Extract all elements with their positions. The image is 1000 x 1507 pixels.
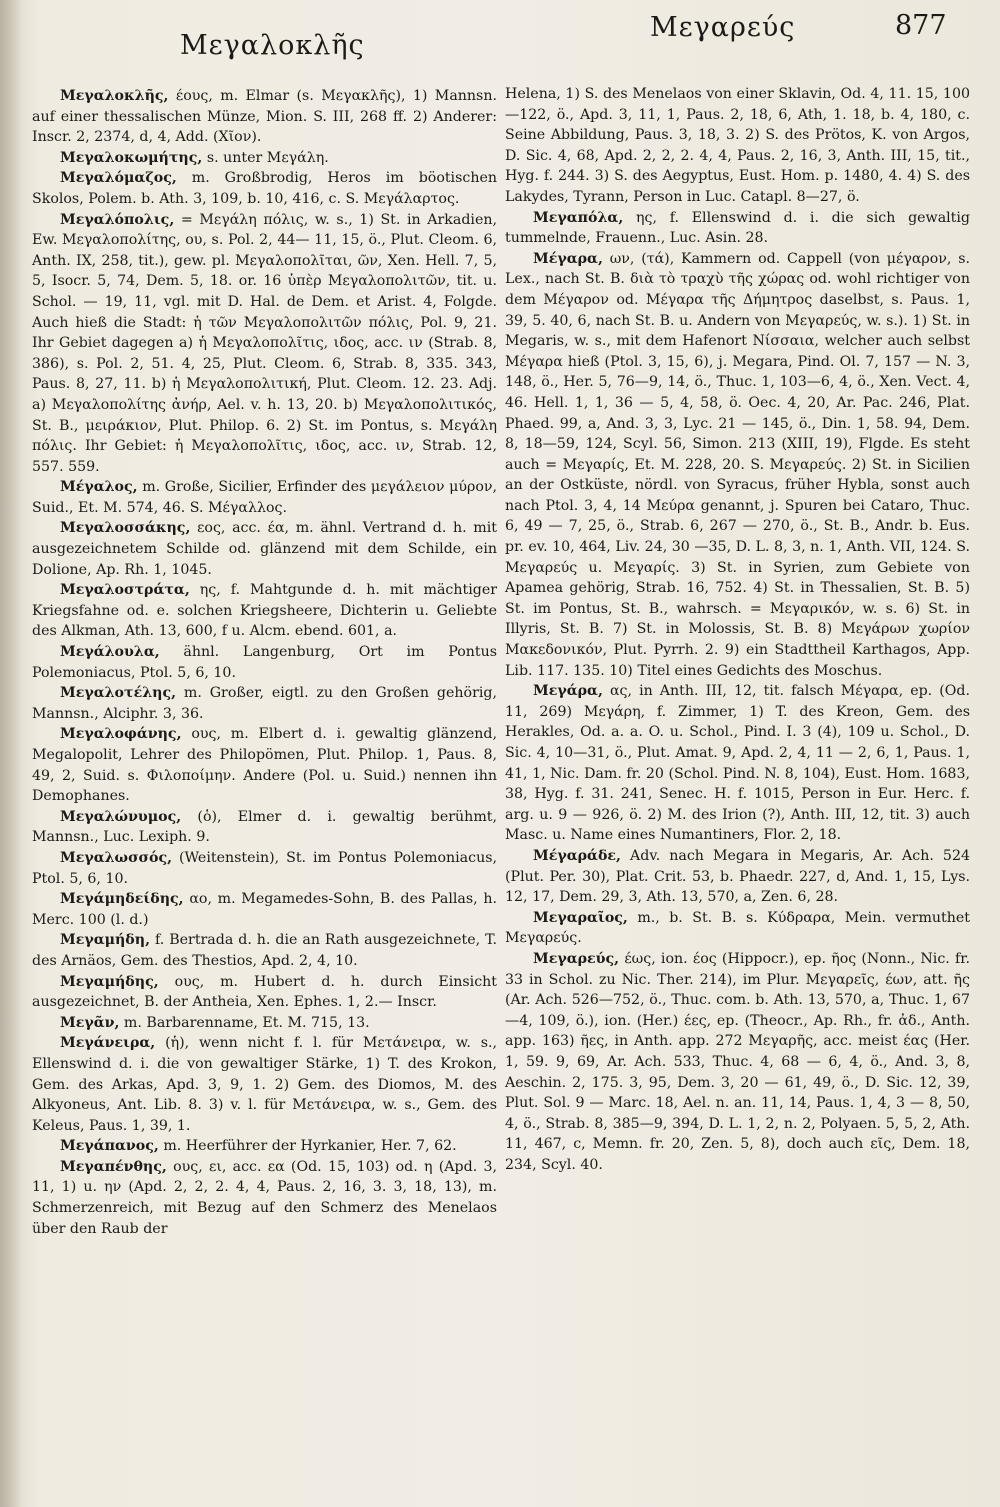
entry-definition: εος, acc. έα, m. ähnl. Vertrand d. h. mit ausgezeichnetem Schilde od. glänzend mit dem Schilde, ein Dolione, Ap. Rh. 1, 1045. — [32, 520, 497, 578]
entry-headword: Μεγάπανος, — [60, 1138, 159, 1155]
entry-headword: Μεγάνειρα, — [60, 1035, 156, 1052]
dictionary-entry — [505, 208, 970, 249]
entry-headword: Μεγαλοτέλης, — [60, 685, 177, 702]
entry-definition: m. Großbrodig, Heros im böotischen Skolos, Polem. b. Ath. 3, 109, b. 10, 416, c. S. Μεγάλαρτος. — [32, 170, 497, 207]
dictionary-entry — [32, 889, 497, 930]
dictionary-entry — [32, 1013, 497, 1034]
entry-definition: (ὁ), Elmer d. i. gewaltig berühmt, Mannsn., Luc. Lexiph. 9. — [32, 808, 497, 846]
entry-definition: Adv. nach Megara in Megaris, Ar. Ach. 524 (Plut. Per. 30), Plat. Crit. 53, b. Phaedr. 227, d, And. 1, 15, Lys. 12, 17, Dem. 29, 3, Ath. 13, 570, a, Zen. 6, 28. — [505, 847, 971, 906]
dictionary-entry — [32, 148, 497, 169]
dictionary-entry — [32, 807, 497, 848]
entry-headword: Μεγαλοκωμήτης, — [60, 149, 203, 166]
dictionary-entry — [32, 210, 497, 478]
entry-definition: ης, f. Ellenswind d. i. die sich gewaltig tummelnde, Frauenn., Luc. Asin. 28. — [505, 209, 971, 247]
entry-headword: Μεγαλοφάνης, — [60, 726, 182, 743]
entry-definition: m. Großer, eigtl. zu den Großen gehörig, Mannsn., Alciphr. 3, 36. — [32, 685, 497, 722]
entry-headword: Μεγαμήδη, — [60, 932, 151, 949]
entry-definition: (Weitenstein), St. im Pontus Polemoniacus, Ptol. 5, 6, 10. — [32, 849, 497, 887]
dictionary-entry — [505, 908, 970, 949]
dictionary-entry — [505, 681, 970, 846]
entry-headword: Μεγᾶν, — [60, 1014, 120, 1031]
dictionary-entry — [32, 683, 497, 724]
dictionary-entry — [32, 86, 497, 148]
entry-definition: ας, in Anth. III, 12, tit. falsch Μέγαρα, ep. (Od. 11, 269) Μεγάρη, f. Zimmer, 1) T. des Kreon, Gem. des Herakles, Od. a. a. O. u. Schol., Pind. I. 3 (4), 109 u. Schol., D. Sic. 4, 10—31, ö., Plut. Amat. 9, Apd. 2, 4, 11 — 2, 6, 1, Paus. 1, 41, 1, Nic. Dam. fr. 20 (Schol. Pind. N. 8, 104), Eust. Hom. 1683, 38, Hyg. f. 31. 241, Senec. H. f. 1015, Person in Eur. Herc. f. arg. u. 9 — 926, ö. 2) M. des Irion (?), Anth. III, 12, tit. 3) auch Masc. u. Name eines Numantiners, Flor. 2, 18. — [505, 683, 970, 844]
page-number: 877 — [895, 10, 947, 41]
entry-headword: Μεγαλοκλῆς, — [60, 88, 169, 104]
entry-headword: Μέγαλος, — [60, 479, 138, 496]
entry-headword: Μεγαλοσσάκης, — [60, 520, 191, 537]
entry-definition: m. Große, Sicilier, Erfinder des μεγάλειον μύρον, Suid., Et. M. 574, 46. S. Μέγαλλος. — [32, 479, 497, 516]
entry-definition: ης, f. Mahtgunde d. h. mit mächtiger Kriegsfahne od. e. solchen Kriegsheere, Dichterin u. Geliebte des Alkman, Ath. 13, 600, f u. Alcm. ebend. 601, a. — [32, 582, 498, 640]
entry-definition: m. Heerführer der Hyrkanier, Her. 7, 62. — [163, 1138, 457, 1155]
dictionary-entry — [32, 724, 497, 806]
entry-headword: Μεγαρεύς, — [533, 950, 620, 967]
entry-headword: Μέγαρα, — [533, 250, 603, 267]
dictionary-entry — [32, 580, 497, 642]
entry-definition: Helena, 1) S. des Menelaos von einer Sklavin, Od. 4, 11. 15, 100—122, ö., Apd. 3, 11, 1, Paus. 2, 18, 6, Ath, 1. 18, b. 4, 180, c. Seine Abbildung, Paus. 3, 18, 3. 2) S. des Prötos, K. von Argos, D. Sic. 4, 68, Apd. 2, 2, 2. 4, 4, Paus. 2, 16, 3, Anth. III, 15, tit., Hyg. f. 244. 3) S. des Aegyptus, Eust. Hom. p. 1480, 4. 4) S. des Lakydes, Tyrann, Person in Luc. Catapl. 8—27, ö. — [505, 86, 970, 205]
dictionary-entry — [505, 249, 970, 681]
entry-definition: s. unter Μεγάλη. — [206, 149, 329, 166]
dictionary-entry — [505, 84, 970, 208]
entry-definition: = Μεγάλη πόλις, w. s., 1) St. in Arkadien, Ew. Μεγαλοπολίτης, ου, s. Pol. 2, 44— 11, 15, ö., Plut. Cleom. 6, Anth. IX, 258, tit.), gew. pl. Μεγαλοπολῖται, ῶν, Xen. Hell. 7, 5, 5, Isocr. 5, 74, Dem. 5, 18. or. 16 ὑπὲρ Μεγαλοπολιτῶν, tit. u. Schol. — 19, 11, vgl. mit D. Hal. de Dem. et Arist. 4, Folgde. Auch hieß die Stadt: ἡ τῶν Μεγαλοπολιτῶν πόλις, Pol. 9, 21. Ihr Gebiet dagegen a) ἡ Μεγαλοπολῖτις, ιδος, acc. ιν (Strab. 8, 386), s. Pol. 2, 51. 4, 25, Plut. Cleom. 6, Strab. 8, 335. 343, Paus. 8, 27, 11. b) ἡ Μεγαλοπολιτική, Plut. Cleom. 12. 23. Adj. a) Μεγαλοπολίτης ἀνήρ, Ael. v. h. 13, 20. b) Μεγαλοπολιτικός, St. B., μειράκιον, Plut. Philop. 6. 2) St. im Pontus, s. Μεγάλη πόλις. Ihr Gebiet: ἡ Μεγαλοπολῖτις, ιδος, acc. ιν, Strab. 12, 557. 559. — [32, 211, 498, 475]
entry-headword: Μεγάρα, — [533, 683, 603, 700]
entry-headword: Μεγαραῖος, — [533, 909, 628, 926]
entry-definition: ων, (τά), Kammern od. Cappell (von μέγαρον, s. Lex., nach St. B. διὰ τὸ τραχὺ τῆς χώρας od. wohl richtiger von dem Μέγαρον od. Μέγαρα τῆς Δήμητρος daselbst, s. Paus. 1, 39, 5. 40, 6, nach St. B. u. Andern von Μεγαρεύς, w. s.). 1) St. in Megaris, w. s., mit dem Hafenort Νίσσαια, welcher auch selbst Μέγαρα hieß (Ptol. 3, 15, 6), j. Megara, Pind. Ol. 7, 157 — N. 3, 148, ö., Her. 5, 76—9, 14, ö., Thuc. 1, 103—6, 4, ö., Xen. Vect. 4, 46. Hell. 1, 1, 36 — 5, 4, 58, ö. Oec. 4, 20, Ar. Pac. 246, Plat. Phaed. 99, a, And. 3, 3, Lyc. 21 — 145, ö., Din. 1, 58. 94, Dem. 8, 18—59, 124, Scyl. 56, Simon. 213 (XIII, 19), Flgde. Es steht auch = Μεγαρίς, Et. M. 228, 20. S. Μεγαρεύς. 2) St. in Sicilien an der Ostküste, nördl. von Syracus, früher Hybla, sonst auch nach Ptol. 3, 4, 14 Μεύρα genannt, j. Spuren bei Cataro, Thuc. 6, 49 — 7, 25, ö., Strab. 6, 267 — 270, ö., St. B., Andr. b. Eus. pr. ev. 10, 464, Liv. 24, 30 —35, D. L. 8, 3, n. 1, Anth. VII, 124. S. Μεγαρεύς u. Μεγαρίς. 3) St. in Syrien, zum Gebiete von Apamea gehörig, Strab. 16, 752. 4) St. in Thessalien, St. B. 5) St. im Pontus, St. B., wahrsch. = Μεγαρικόν, w. s. 6) St. in Illyris, St. B. 7) St. in Molossis, St. B. 8) Μεγάρων χωρίον Μακεδονικόν, Plut. Pyrrh. 2. 9) ein Stadttheil Karthagos, App. Lib. 117. 135. 10) Titel eines Gedichts des Moschus. — [505, 250, 970, 679]
entry-headword: Μεγαλώνυμος, — [60, 808, 182, 825]
dictionary-entry — [32, 518, 497, 580]
page-fold-shadow — [0, 0, 22, 1507]
dictionary-entry — [32, 848, 497, 889]
entry-headword: Μεγαπόλα, — [533, 209, 624, 226]
dictionary-entry — [32, 1033, 497, 1136]
entry-headword: Μεγάλουλα, — [60, 644, 160, 661]
entry-definition: έως, ion. έος (Hippocr.), ep. ῆος (Nonn., Nic. fr. 33 in Schol. zu Nic. Ther. 214), im Plur. Μεγαρεῖς, έων, att. ῆς (Ar. Ach. 526—752, ö., Thuc. com. b. Ath. 13, 570, a, Thuc. 1, 67—4, 109, ö.), ion. (Her.) έες, ep. (Theocr., Ap. Rh., fr. ἀδ., Anth. app. 163) ῆες, in Anth. app. 272 Μεγαρῆς, acc. meist έας (Her. 1, 59. 9, 69, Ar. Ach. 533, Thuc. 4, 68 — 6, 4, ö., And. 3, 8, Aeschin. 2, 175. 3, 95, Dem. 3, 20 — 61, 49, ö., D. Sic. 12, 39, Plut. Sol. 9 — Marc. 18, Ael. n. an. 11, 14, Paus. 1, 4, 3 — 8, 50, 4, ö., Strab. 8, 385—9, 394, D. L. 1, 2, n. 2, Polyaen. 5, 5, 2, Ath. 11, 467, c, Memn. fr. 20, Zen. 5, 8), doch auch εῖς, Dem. 18, 234, Scyl. 40. — [505, 950, 970, 1173]
right-column — [505, 84, 970, 1175]
dictionary-entry — [32, 168, 497, 209]
left-guideword: Μεγαλοκλῆς — [180, 30, 365, 61]
entry-definition: ähnl. Langenburg, Ort im Pontus Polemoniacus, Ptol. 5, 6, 10. — [32, 644, 497, 681]
dictionary-entry — [505, 846, 970, 908]
dictionary-entry — [32, 1157, 497, 1239]
entry-definition: f. Bertrada d. h. die an Rath ausgezeichnete, T. des Arnäos, Gem. des Thestios, Apd. 2, 4, 10. — [32, 932, 498, 969]
entry-definition: έους, m. Elmar (s. Μεγακλῆς), 1) Mannsn. auf einer thessalischen Münze, Mion. S. III, 268 ff. 2) Anderer: Inscr. 2, 2374, d, 4, Add. (Χῖον). — [32, 88, 497, 146]
right-guideword: Μεγαρεύς — [650, 12, 796, 43]
entry-headword: Μεγαλωσσός, — [60, 849, 173, 866]
left-column — [32, 86, 497, 1239]
entry-headword: Μεγαλοστράτα, — [60, 582, 190, 599]
dictionary-entry — [32, 1136, 497, 1157]
dictionary-entry — [32, 972, 497, 1013]
entry-headword: Μεγαλόμαζος, — [60, 170, 177, 187]
entry-definition: ους, m. Elbert d. i. gewaltig glänzend, Megalopolit, Lehrer des Philopömen, Plut. Philop. 1, Paus. 8, 49, 2, Suid. s. Φιλοποίμην. Andere (Pol. u. Suid.) nennen ihn Demophanes. — [32, 726, 497, 805]
entry-definition: m., b. St. B. s. Κύδραρα, Mein. vermuthet Μεγαρεύς. — [505, 909, 970, 947]
entry-definition: ους, ει, acc. εα (Od. 15, 103) od. η (Apd. 3, 11, 1) u. ην (Apd. 2, 2, 2. 4, 4, Paus. 2, 16, 3. 3, 18, 13), m. Schmerzenreich, mit Bezug auf den Schmerz des Menelaos über den Raub der — [32, 1158, 498, 1237]
entry-headword: Μέγαράδε, — [533, 847, 621, 864]
dictionary-entry — [32, 477, 497, 518]
entry-headword: Μεγαμήδης, — [60, 973, 159, 990]
entry-headword: Μεγαπένθης, — [60, 1158, 167, 1175]
dictionary-entry — [32, 930, 497, 971]
entry-definition: ους, m. Hubert d. h. durch Einsicht ausgezeichnet, B. der Antheia, Xen. Ephes. 1, 2.— Inscr. — [32, 973, 497, 1011]
entry-definition: αο, m. Megamedes-Sohn, B. des Pallas, h. Merc. 100 (l. d.) — [32, 891, 497, 928]
entry-definition: m. Barbarenname, Et. M. 715, 13. — [123, 1014, 370, 1031]
dictionary-entry — [32, 642, 497, 683]
entry-definition: (ἡ), wenn nicht f. l. für Μετάνειρα, w. s., Ellenswind d. i. die von gewaltiger Stärke, 1) T. des Krokon, Gem. des Arkas, Apd. 3, 9, 1. 2) Gem. des Diomos, M. des Alkyoneus, Ant. Lib. 8. 3) v. l. für Μετάνειρα, w. s., Gem. des Keleus, Paus. 1, 39, 1. — [32, 1035, 497, 1134]
entry-headword: Μεγάμηδείδης, — [60, 891, 184, 908]
dictionary-entry — [505, 949, 970, 1176]
entry-headword: Μεγαλόπολις, — [60, 211, 175, 228]
